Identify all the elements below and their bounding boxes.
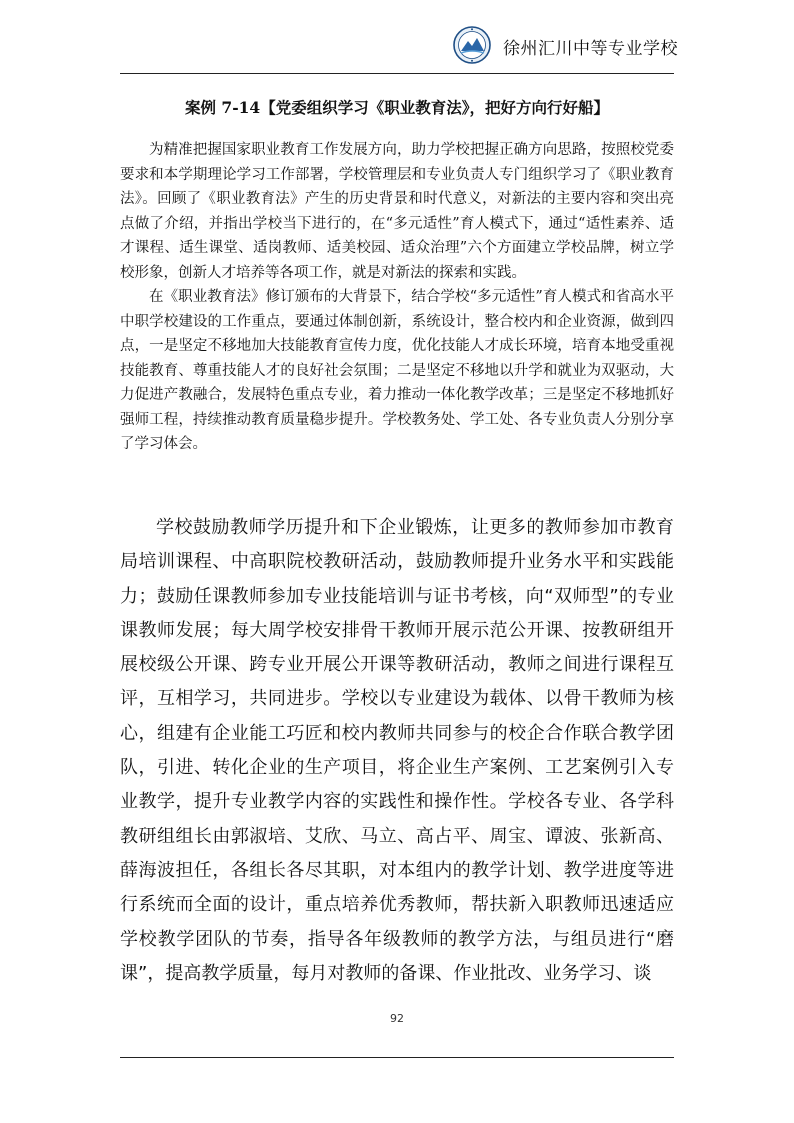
school-emblem-icon bbox=[453, 26, 491, 64]
case-paragraph-2: 在《职业教育法》修订颁布的大背景下，结合学校“多元适性”育人模式和省高水平中职学校建设的工作重点，要通过体制创新，系统设计，整合校内和企业资源，做到四点，一是坚定不移地加大技能教育宣传力度，优化技能人才成长环境，培育本地受重视技能教育、尊重技能人才的良好社会氛围；二是坚定不移地以升学和就业为双驱动，大力促进产教融合，发展特色重点专业，着力推动一体化教学改革；三是坚定不移地抓好强师工程，持续推动教育质量稳步提升。学校教务处、学工处、各专业负责人分别分享了学习体会。 bbox=[120, 289, 674, 452]
case-section bbox=[120, 138, 674, 457]
case-paragraph-1: 为精准把握国家职业教育工作发展方向，助力学校把握正确方向思路，按照校党委要求和本学期理论学习工作部署，学校管理层和专业负责人专门组织学习了《职业教育法》。回顾了《职业教育法》产生的历史背景和时代意义，对新法的主要内容和突出亮点做了介绍，并指出学校当下进行的，在“多元适性”育人模式下，通过“适性素养、适才课程、适生课堂、适岗教师、适美校园、适众治理”六个方面建立学校品牌，树立学校形象，创新人才培养等各项工作，就是对新法的探索和实践。 bbox=[120, 142, 674, 281]
case-title: 案例 7-14【党委组织学习《职业教育法》，把好方向行好船】 bbox=[185, 98, 609, 117]
main-section bbox=[120, 511, 674, 991]
footer-divider bbox=[120, 1057, 674, 1058]
page-header bbox=[120, 22, 678, 74]
page-number: 92 bbox=[390, 1012, 404, 1025]
body-paragraph: 学校鼓励教师学历提升和下企业锻炼，让更多的教师参加市教育局培训课程、中高职院校教研活动，鼓励教师提升业务水平和实践能力；鼓励任课教师参加专业技能培训与证书考核，向“双师型”的专业课教师发展；每大周学校安排骨干教师开展示范公开课、按教研组开展校级公开课、跨专业开展公开课等教研活动，教师之间进行课程互评，互相学习，共同进步。学校以专业建设为载体、以骨干教师为核心，组建有企业能工巧匠和校内教师共同参与的校企合作联合教学团队，引进、转化企业的生产项目，将企业生产案例、工艺案例引入专业教学，提升专业教学内容的实践性和操作性。学校各专业、各学科教研组组长由郭淑培、艾欣、马立、高占平、周宝、谭波、张新高、薛海波担任，各组长各尽其职，对本组内的教学计划、教学进度等进行系统而全面的设计，重点培养优秀教师，帮扶新入职教师迅速适应学校教学团队的节奏，指导各年级教师的教学方法，与组员进行“磨课”，提高教学质量，每月对教师的备课、作业批改、业务学习、谈 bbox=[120, 517, 674, 984]
school-name: 徐州汇川中等专业学校 bbox=[503, 39, 678, 59]
header-divider bbox=[120, 73, 674, 74]
